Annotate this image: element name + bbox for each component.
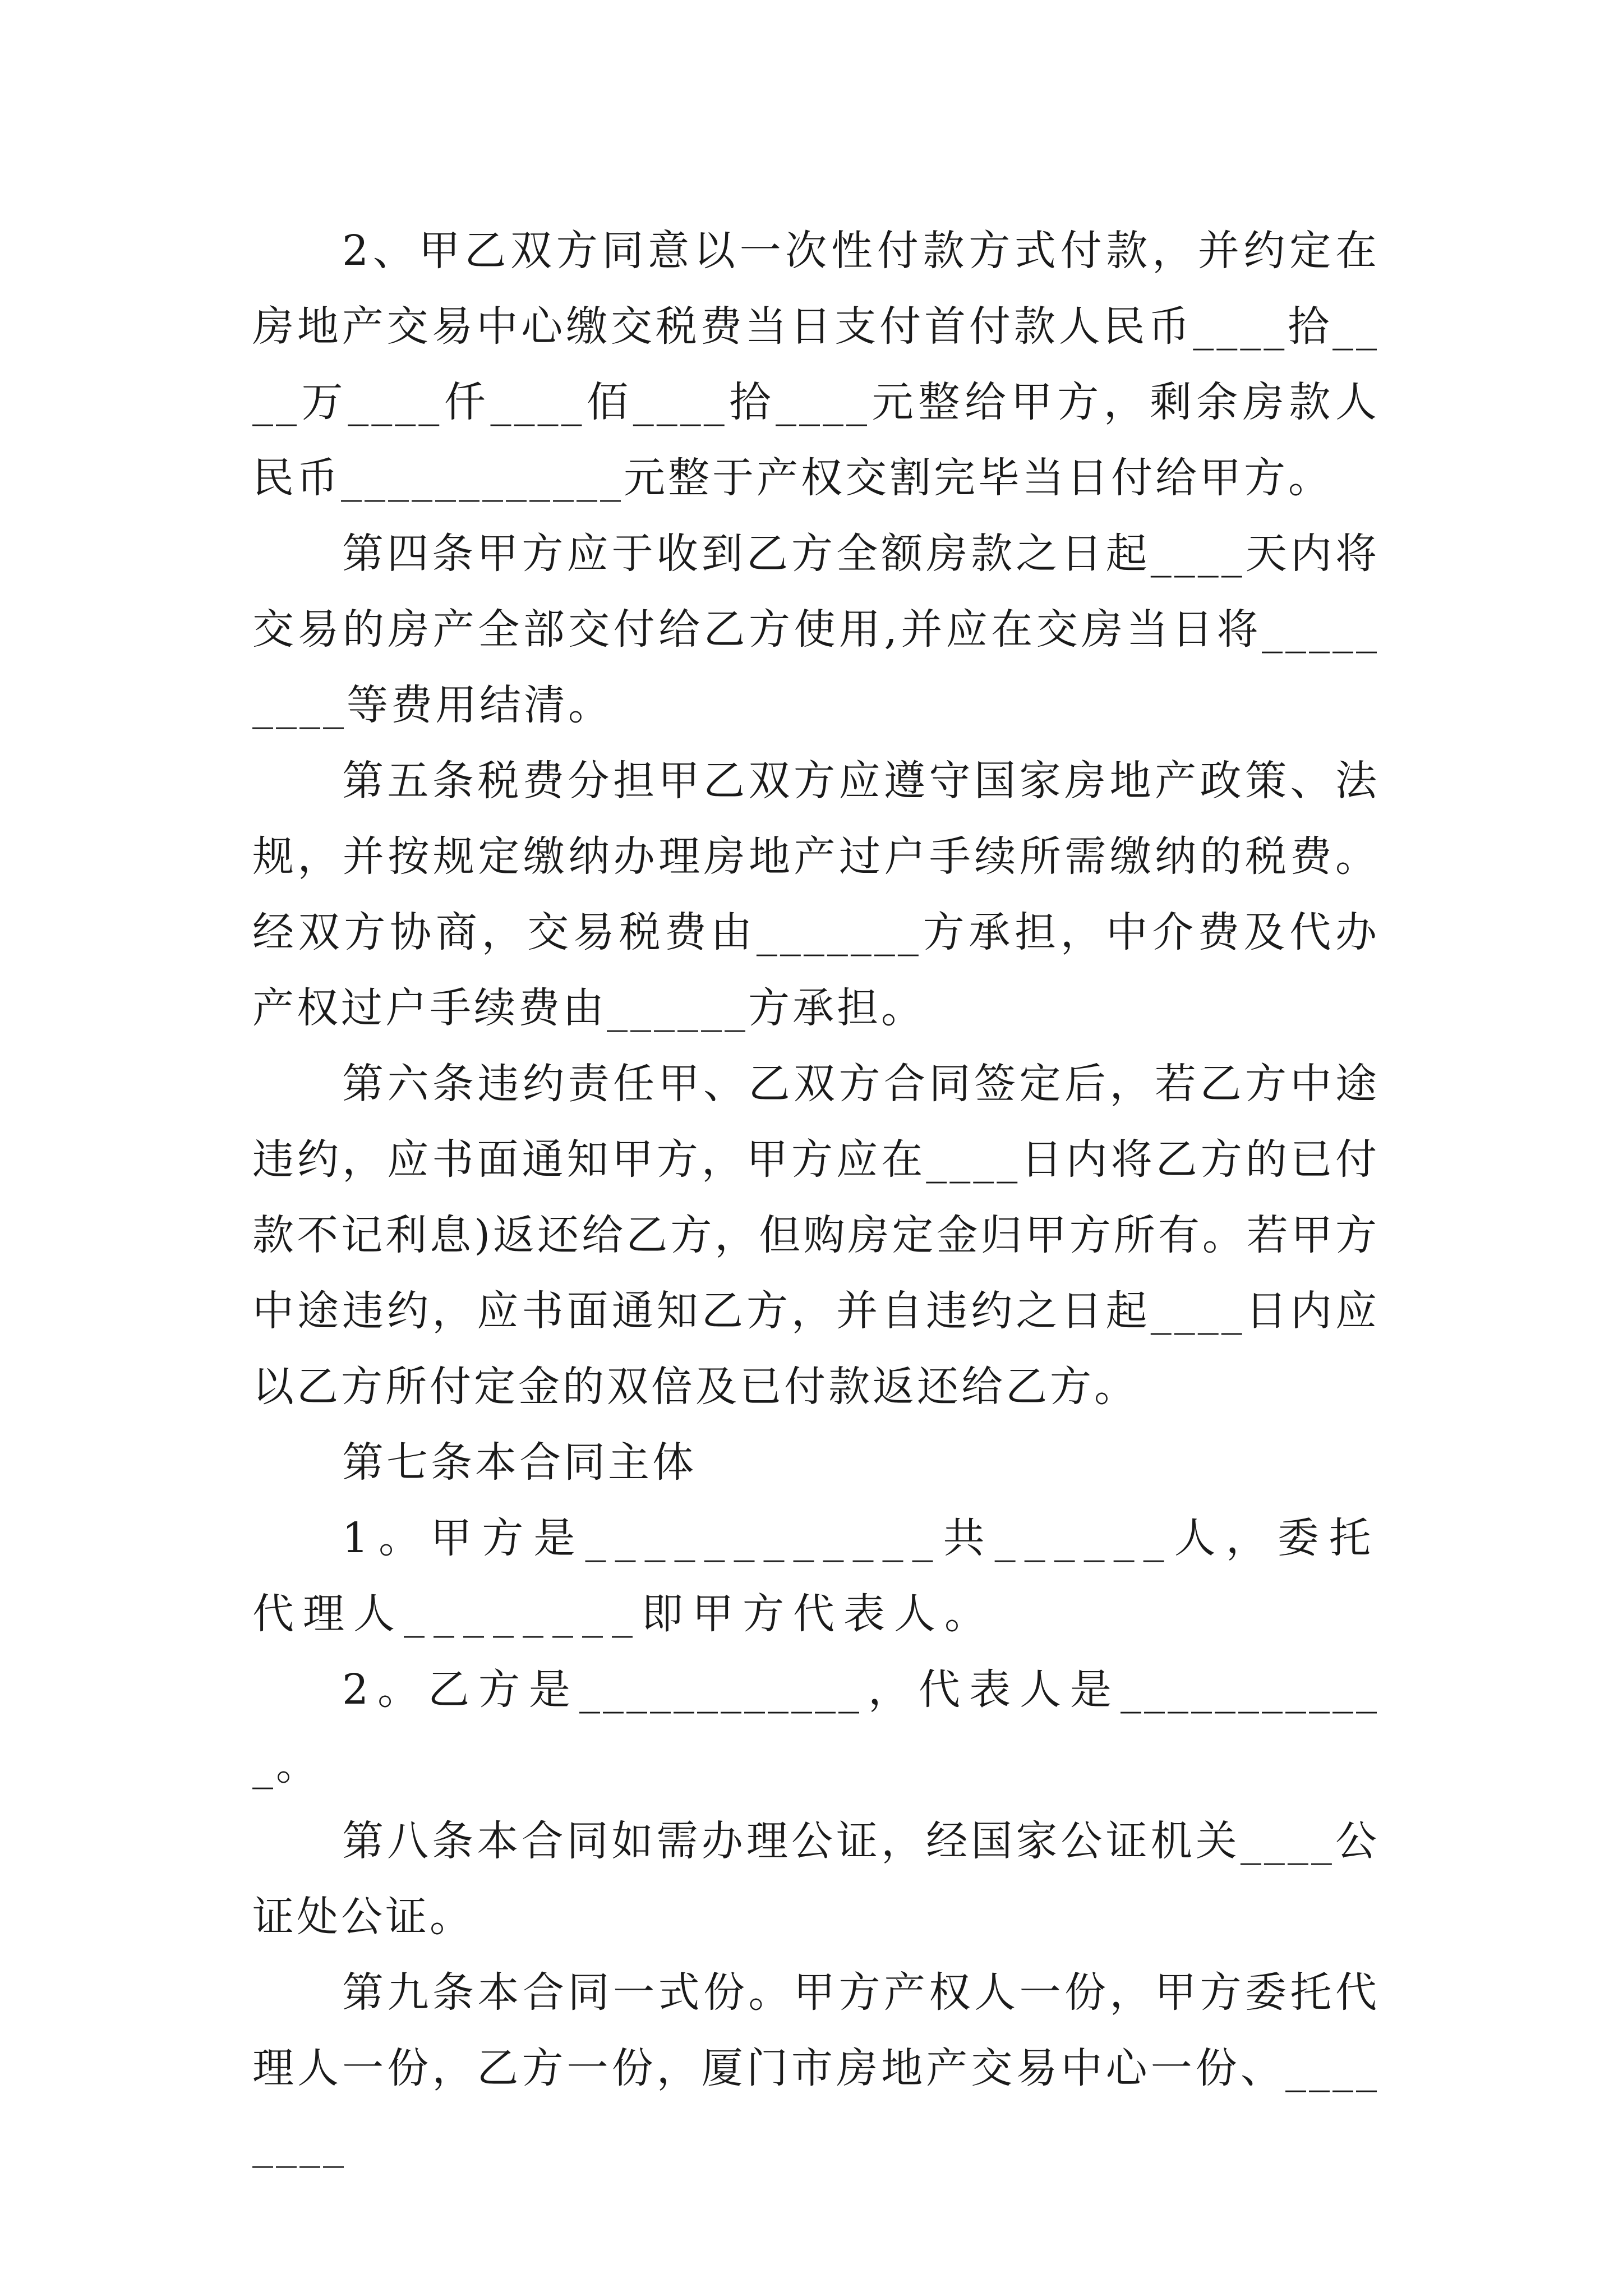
document-page xyxy=(252,213,1380,2182)
article-5-paragraph: 第五条税费分担甲乙双方应遵守国家房地产政策、法规，并按规定缴纳办理房地产过户手续所需缴纳的税费。经双方协商，交易税费由_______方承担，中介费及代办产权过户手续费由______方承担。 xyxy=(252,757,1380,1032)
article-8-paragraph: 第八条本合同如需办理公证，经国家公证机关____公证处公证。 xyxy=(252,1817,1380,1941)
payment-clause-paragraph: 2、甲乙双方同意以一次性付款方式付款，并约定在房地产交易中心缴交税费当日支付首付款人民币____拾____万____仟____佰____拾____元整给甲方，剩余房款人民币____________元整于产权交割完毕当日付给甲方。 xyxy=(252,227,1380,502)
article-6-paragraph: 第六条违约责任甲、乙双方合同签定后，若乙方中途违约，应书面通知甲方，甲方应在____日内将乙方的已付款不记利息)返还给乙方，但购房定金归甲方所有。若甲方中途违约，应书面通知乙方，并自违约之日起____日内应以乙方所付定金的双倍及已付款返还给乙方。 xyxy=(252,1060,1380,1411)
article-4-paragraph: 第四条甲方应于收到乙方全额房款之日起____天内将交易的房产全部交付给乙方使用,并应在交房当日将_________等费用结清。 xyxy=(252,530,1380,729)
article-9-paragraph: 第九条本合同一式份。甲方产权人一份，甲方委托代理人一份，乙方一份，厦门市房地产交易中心一份、________ xyxy=(252,1968,1380,2168)
article-7-party-a: 1。甲方是____________共______人，委托代理人________即甲方代表人。 xyxy=(252,1514,1380,1638)
article-7-heading: 第七条本合同主体 xyxy=(342,1438,697,1487)
article-7-party-b: 2。乙方是____________，代表人是____________。 xyxy=(252,1665,1380,1789)
